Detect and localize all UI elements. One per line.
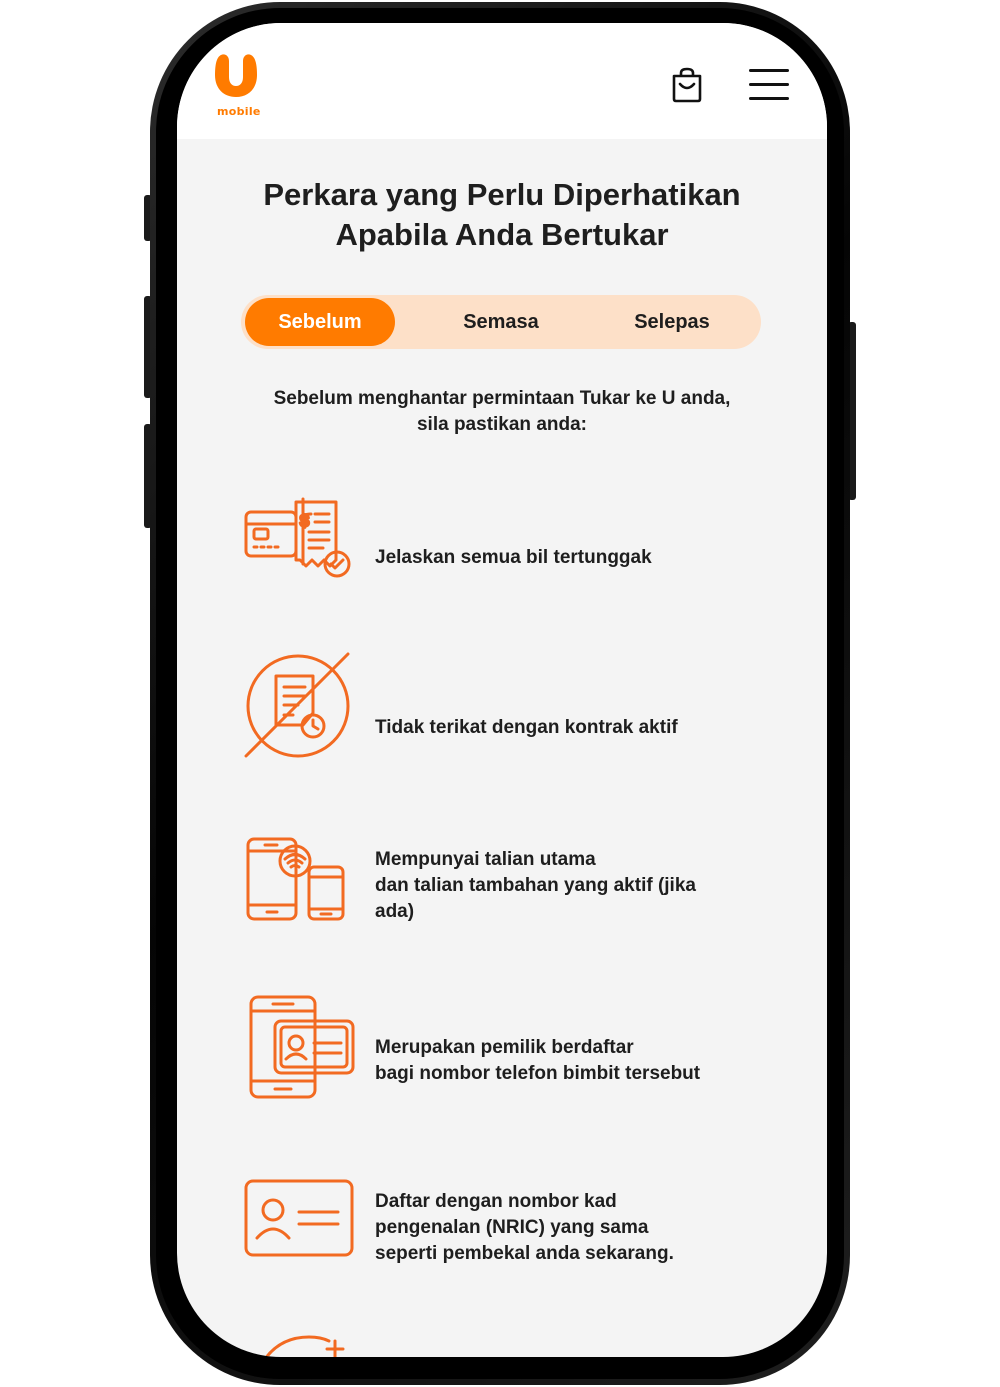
page-title-line-1: Perkara yang Perlu Diperhatikan	[263, 177, 741, 212]
page-title	[217, 175, 787, 255]
page-title-line-2: Apabila Anda Bertukar	[335, 217, 669, 252]
svg-text:$: $	[300, 513, 309, 530]
tab-sebelum[interactable]: Sebelum	[245, 298, 395, 346]
phone-screen	[177, 23, 827, 1357]
id-card-icon	[243, 1178, 355, 1258]
list-item-text: Tidak terikat dengan kontrak aktif	[375, 717, 678, 738]
tab-bar	[241, 295, 761, 349]
bill-receipt-icon	[243, 494, 353, 578]
list-item	[243, 1333, 763, 1357]
phones-wifi-icon	[243, 835, 353, 925]
shopping-bag-icon[interactable]	[670, 67, 704, 103]
u-mobile-logo[interactable]	[213, 51, 263, 117]
hamburger-menu-icon[interactable]	[749, 69, 789, 101]
logo-wordmark: mobile	[217, 105, 261, 118]
list-item	[243, 829, 763, 929]
list-item-text: Mempunyai talian utama dan talian tambahan yang aktif (jika ada)	[375, 849, 696, 922]
tab-semasa[interactable]: Semasa	[463, 311, 539, 333]
partial-item-icon	[243, 1333, 355, 1357]
phone-id-card-icon	[243, 993, 355, 1101]
no-contract-icon	[243, 651, 353, 761]
site-header	[177, 23, 827, 139]
u-logo-icon	[213, 51, 259, 99]
list-item	[243, 991, 763, 1101]
list-item-text: Merupakan pemilik berdaftar bagi nombor telefon bimbit tersebut	[375, 1037, 701, 1084]
list-item-text: Daftar dengan nombor kad pengenalan (NRIC) yang sama seperti pembekal anda sekarang.	[375, 1191, 674, 1264]
list-item	[243, 651, 763, 761]
tab-selepas[interactable]: Selepas	[634, 311, 710, 333]
list-item	[243, 1175, 763, 1275]
intro-text: Sebelum menghantar permintaan Tukar ke U anda, sila pastikan anda:	[273, 388, 731, 435]
list-item-text: Jelaskan semua bil tertunggak	[375, 547, 652, 568]
list-item	[243, 491, 763, 581]
